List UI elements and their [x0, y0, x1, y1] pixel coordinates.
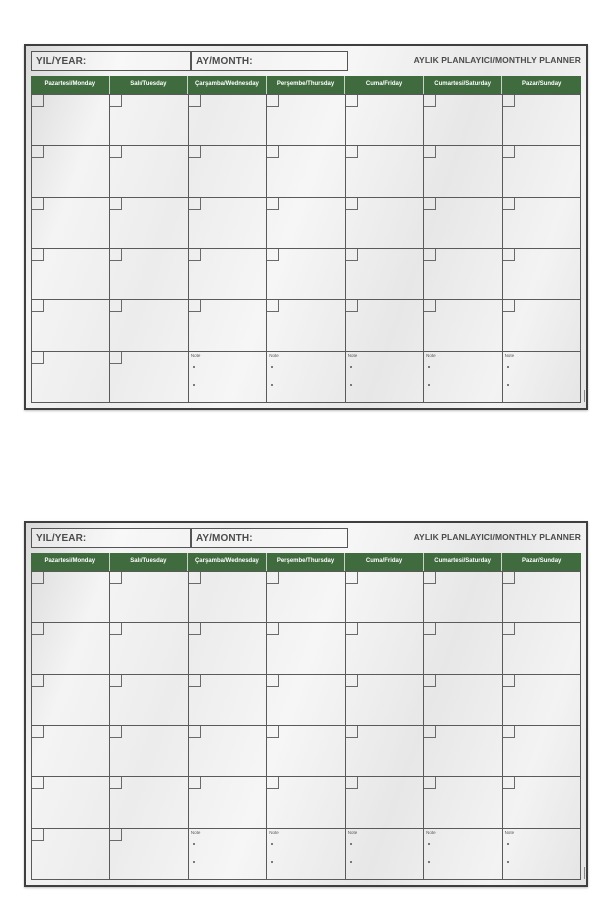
date-number-box[interactable] — [32, 829, 44, 841]
day-cell[interactable] — [110, 95, 188, 146]
day-cell[interactable] — [424, 300, 502, 351]
date-number-box[interactable] — [110, 198, 122, 210]
day-cell[interactable] — [424, 249, 502, 300]
day-cell[interactable] — [189, 300, 267, 351]
day-cell[interactable] — [110, 300, 188, 351]
day-header-monday: Pazartesi/Monday — [31, 553, 110, 571]
day-cell[interactable] — [346, 623, 424, 674]
date-number-box[interactable] — [424, 572, 436, 584]
day-cell[interactable] — [503, 572, 581, 623]
day-cell[interactable] — [346, 572, 424, 623]
day-cell[interactable] — [189, 726, 267, 777]
day-cell[interactable] — [267, 777, 345, 828]
date-number-box[interactable] — [503, 572, 515, 584]
planner-title: AYLIK PLANLAYICI/MONTHLY PLANNER — [413, 532, 581, 542]
note-label: Note — [504, 352, 515, 358]
day-cell[interactable] — [346, 95, 424, 146]
day-cell[interactable] — [424, 675, 502, 726]
planner-header — [31, 50, 581, 71]
day-cell[interactable] — [503, 675, 581, 726]
planner-header — [31, 527, 581, 548]
date-number-box[interactable] — [32, 300, 44, 312]
day-header-thursday: Perşembe/Thursday — [267, 76, 346, 94]
date-number-box[interactable] — [32, 572, 44, 584]
day-cell[interactable] — [267, 675, 345, 726]
day-header-saturday: Cumartesi/Saturday — [424, 76, 503, 94]
day-cell[interactable] — [32, 249, 110, 300]
date-number-box[interactable] — [189, 623, 201, 635]
day-cell[interactable] — [189, 829, 267, 880]
day-cell[interactable] — [32, 300, 110, 351]
day-cell[interactable] — [110, 352, 188, 403]
day-cell[interactable] — [346, 675, 424, 726]
day-cell[interactable] — [267, 572, 345, 623]
day-cell[interactable] — [346, 777, 424, 828]
day-cell[interactable] — [503, 829, 581, 880]
date-number-box[interactable] — [32, 726, 44, 738]
day-cell[interactable] — [267, 623, 345, 674]
date-number-box[interactable] — [424, 95, 436, 107]
day-cell[interactable] — [346, 300, 424, 351]
date-number-box[interactable] — [267, 572, 279, 584]
date-number-box[interactable] — [189, 572, 201, 584]
date-number-box[interactable] — [110, 300, 122, 312]
day-cell[interactable] — [346, 726, 424, 777]
calendar-grid — [31, 94, 581, 403]
day-cell[interactable] — [346, 146, 424, 197]
date-number-box[interactable] — [346, 249, 358, 261]
day-cell[interactable] — [189, 777, 267, 828]
day-cell[interactable] — [110, 726, 188, 777]
day-header-saturday: Cumartesi/Saturday — [424, 553, 503, 571]
note-label: Note — [504, 829, 515, 835]
day-header-tuesday: Salı/Tuesday — [110, 553, 189, 571]
day-cell[interactable] — [424, 623, 502, 674]
day-cell[interactable] — [346, 198, 424, 249]
date-number-box[interactable] — [32, 95, 44, 107]
day-cell[interactable] — [32, 777, 110, 828]
day-cell[interactable] — [189, 675, 267, 726]
monthly-planner-board-2 — [24, 521, 588, 887]
date-number-box[interactable] — [346, 300, 358, 312]
note-bullet — [428, 366, 430, 368]
date-number-box[interactable] — [32, 777, 44, 789]
date-number-box[interactable] — [346, 777, 358, 789]
note-bullet — [507, 384, 509, 386]
note-bullet — [271, 861, 273, 863]
note-bullet — [350, 861, 352, 863]
day-cell[interactable] — [267, 726, 345, 777]
day-cell[interactable] — [32, 675, 110, 726]
year-label: YIL/YEAR: — [36, 533, 87, 544]
day-cell[interactable] — [503, 146, 581, 197]
date-number-box[interactable] — [267, 198, 279, 210]
month-label: AY/MONTH: — [196, 56, 253, 67]
note-bullet — [193, 384, 195, 386]
note-bullet — [428, 384, 430, 386]
date-number-box[interactable] — [346, 572, 358, 584]
note-bullet — [193, 366, 195, 368]
day-header-row — [31, 553, 581, 571]
day-cell[interactable] — [32, 829, 110, 880]
date-number-box[interactable] — [32, 352, 44, 364]
date-number-box[interactable] — [267, 623, 279, 635]
day-header-sunday: Pazar/Sunday — [502, 553, 581, 571]
day-cell[interactable] — [503, 777, 581, 828]
date-number-box[interactable] — [424, 198, 436, 210]
note-label: Note — [347, 829, 358, 835]
day-header-thursday: Perşembe/Thursday — [267, 553, 346, 571]
note-bullet — [428, 843, 430, 845]
date-number-box[interactable] — [424, 249, 436, 261]
date-number-box[interactable] — [267, 675, 279, 687]
date-number-box[interactable] — [346, 146, 358, 158]
day-cell[interactable] — [267, 300, 345, 351]
day-cell[interactable] — [110, 146, 188, 197]
date-number-box[interactable] — [346, 726, 358, 738]
day-cell[interactable] — [424, 726, 502, 777]
day-cell[interactable] — [267, 146, 345, 197]
date-number-box[interactable] — [503, 249, 515, 261]
day-cell[interactable] — [110, 198, 188, 249]
date-number-box[interactable] — [346, 95, 358, 107]
day-cell[interactable] — [189, 146, 267, 197]
note-bullet — [350, 843, 352, 845]
note-bullet — [271, 384, 273, 386]
note-bullet — [193, 861, 195, 863]
note-label: Note — [190, 829, 201, 835]
day-cell[interactable] — [424, 198, 502, 249]
day-cell[interactable] — [424, 146, 502, 197]
day-cell[interactable] — [110, 777, 188, 828]
note-label: Note — [426, 829, 436, 835]
date-number-box[interactable] — [424, 675, 436, 687]
day-cell[interactable] — [267, 249, 345, 300]
day-cell[interactable] — [346, 829, 424, 880]
date-number-box[interactable] — [346, 675, 358, 687]
note-label: Note — [190, 352, 201, 358]
date-number-box[interactable] — [503, 726, 515, 738]
note-bullet — [350, 366, 352, 368]
year-field — [31, 51, 191, 71]
day-cell[interactable] — [503, 623, 581, 674]
date-number-box[interactable] — [503, 95, 515, 107]
date-number-box[interactable] — [32, 249, 44, 261]
day-cell[interactable] — [424, 572, 502, 623]
date-number-box[interactable] — [503, 777, 515, 789]
day-cell[interactable] — [267, 198, 345, 249]
day-cell[interactable] — [424, 95, 502, 146]
corner-mark — [584, 867, 585, 879]
day-header-monday: Pazartesi/Monday — [31, 76, 110, 94]
date-number-box[interactable] — [110, 623, 122, 635]
note-label: Note — [269, 352, 279, 358]
date-number-box[interactable] — [189, 146, 201, 158]
date-number-box[interactable] — [503, 198, 515, 210]
date-number-box[interactable] — [189, 198, 201, 210]
day-header-tuesday: Salı/Tuesday — [110, 76, 189, 94]
date-number-box[interactable] — [110, 675, 122, 687]
note-label: Note — [269, 829, 279, 835]
note-bullet — [428, 861, 430, 863]
corner-mark — [584, 390, 585, 402]
day-cell[interactable] — [503, 198, 581, 249]
day-cell[interactable] — [424, 352, 502, 403]
date-number-box[interactable] — [32, 198, 44, 210]
date-number-box[interactable] — [267, 777, 279, 789]
date-number-box[interactable] — [189, 726, 201, 738]
date-number-box[interactable] — [346, 623, 358, 635]
note-bullet — [193, 843, 195, 845]
day-cell[interactable] — [346, 249, 424, 300]
day-cell[interactable] — [32, 726, 110, 777]
date-number-box[interactable] — [424, 623, 436, 635]
day-cell[interactable] — [32, 572, 110, 623]
day-header-wednesday: Çarşamba/Wednesday — [188, 553, 267, 571]
day-cell[interactable] — [503, 300, 581, 351]
month-label: AY/MONTH: — [196, 533, 253, 544]
day-cell[interactable] — [503, 352, 581, 403]
day-cell[interactable] — [110, 572, 188, 623]
day-header-sunday: Pazar/Sunday — [502, 76, 581, 94]
date-number-box[interactable] — [32, 675, 44, 687]
date-number-box[interactable] — [110, 352, 122, 364]
date-number-box[interactable] — [267, 95, 279, 107]
day-cell[interactable] — [189, 95, 267, 146]
day-cell[interactable] — [267, 95, 345, 146]
day-cell[interactable] — [189, 198, 267, 249]
day-cell[interactable] — [189, 623, 267, 674]
day-cell[interactable] — [189, 572, 267, 623]
day-cell[interactable] — [110, 829, 188, 880]
date-number-box[interactable] — [503, 300, 515, 312]
monthly-planner-board-1 — [24, 44, 588, 410]
day-cell[interactable] — [346, 352, 424, 403]
day-cell[interactable] — [32, 198, 110, 249]
note-label: Note — [426, 352, 436, 358]
note-bullet — [271, 366, 273, 368]
date-number-box[interactable] — [110, 829, 122, 841]
date-number-box[interactable] — [346, 198, 358, 210]
date-number-box[interactable] — [32, 146, 44, 158]
date-number-box[interactable] — [424, 726, 436, 738]
day-cell[interactable] — [267, 829, 345, 880]
date-number-box[interactable] — [267, 726, 279, 738]
day-header-friday: Cuma/Friday — [345, 553, 424, 571]
month-field — [191, 528, 348, 548]
date-number-box[interactable] — [424, 777, 436, 789]
date-number-box[interactable] — [503, 623, 515, 635]
day-cell[interactable] — [424, 777, 502, 828]
day-cell[interactable] — [503, 726, 581, 777]
day-cell[interactable] — [503, 95, 581, 146]
date-number-box[interactable] — [110, 249, 122, 261]
date-number-box[interactable] — [110, 146, 122, 158]
day-header-wednesday: Çarşamba/Wednesday — [188, 76, 267, 94]
date-number-box[interactable] — [189, 300, 201, 312]
date-number-box[interactable] — [503, 675, 515, 687]
note-bullet — [350, 384, 352, 386]
day-cell[interactable] — [189, 352, 267, 403]
note-bullet — [507, 366, 509, 368]
date-number-box[interactable] — [189, 249, 201, 261]
date-number-box[interactable] — [32, 623, 44, 635]
calendar-grid — [31, 571, 581, 880]
day-header-friday: Cuma/Friday — [345, 76, 424, 94]
date-number-box[interactable] — [110, 777, 122, 789]
date-number-box[interactable] — [267, 300, 279, 312]
day-cell[interactable] — [503, 249, 581, 300]
date-number-box[interactable] — [110, 572, 122, 584]
year-field — [31, 528, 191, 548]
date-number-box[interactable] — [189, 675, 201, 687]
date-number-box[interactable] — [267, 249, 279, 261]
day-cell[interactable] — [32, 146, 110, 197]
date-number-box[interactable] — [503, 146, 515, 158]
day-cell[interactable] — [189, 249, 267, 300]
day-header-row — [31, 76, 581, 94]
date-number-box[interactable] — [189, 777, 201, 789]
date-number-box[interactable] — [424, 146, 436, 158]
day-cell[interactable] — [32, 623, 110, 674]
day-cell[interactable] — [424, 829, 502, 880]
day-cell[interactable] — [32, 95, 110, 146]
date-number-box[interactable] — [110, 726, 122, 738]
day-cell[interactable] — [267, 352, 345, 403]
day-cell[interactable] — [110, 249, 188, 300]
note-bullet — [507, 843, 509, 845]
year-label: YIL/YEAR: — [36, 56, 87, 67]
day-cell[interactable] — [32, 352, 110, 403]
note-bullet — [507, 861, 509, 863]
planner-title: AYLIK PLANLAYICI/MONTHLY PLANNER — [413, 55, 581, 65]
day-cell[interactable] — [110, 675, 188, 726]
date-number-box[interactable] — [110, 95, 122, 107]
note-bullet — [271, 843, 273, 845]
note-label: Note — [347, 352, 358, 358]
month-field — [191, 51, 348, 71]
day-cell[interactable] — [110, 623, 188, 674]
date-number-box[interactable] — [424, 300, 436, 312]
date-number-box[interactable] — [189, 95, 201, 107]
date-number-box[interactable] — [267, 146, 279, 158]
